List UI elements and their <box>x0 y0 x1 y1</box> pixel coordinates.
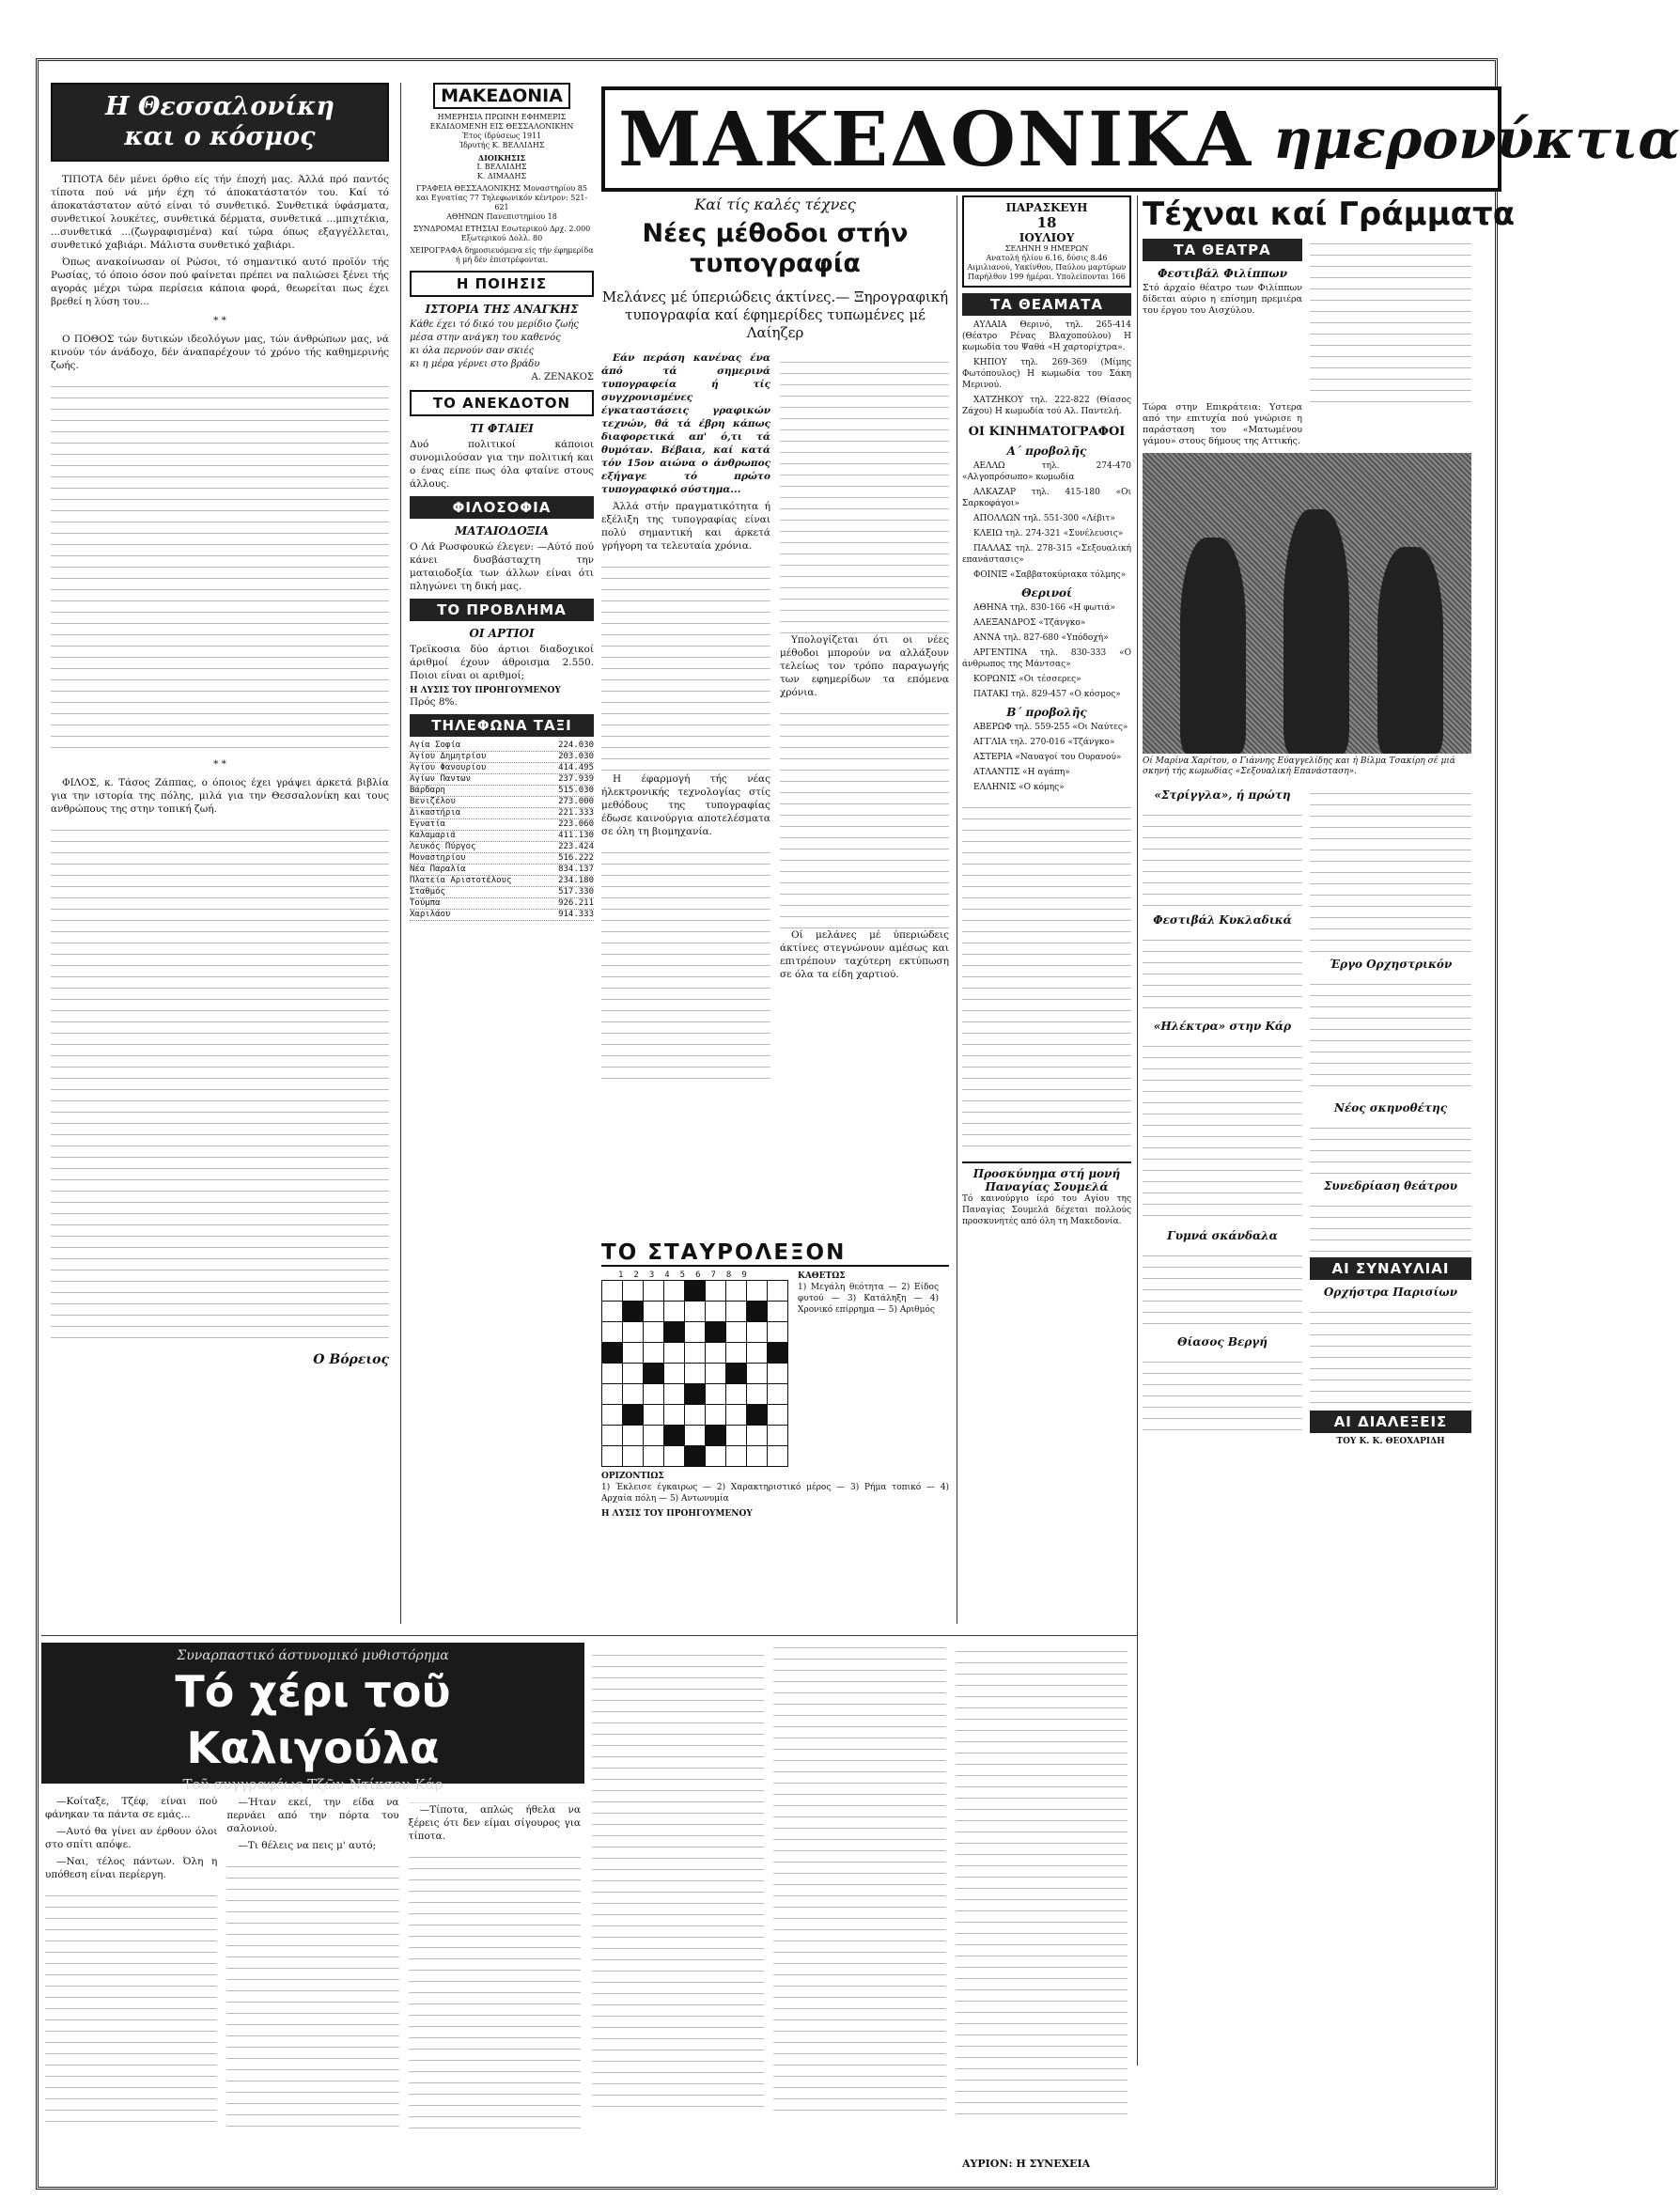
crossword-cell[interactable] <box>664 1322 685 1343</box>
calendar-sun: Ανατολή ήλίου 6.16, δύσις 8.46 <box>986 254 1108 262</box>
phone-number: 237.939 <box>558 774 594 784</box>
crossword-cell[interactable] <box>664 1426 685 1446</box>
crossword-title: ΤΟ ΣΤΑΥΡΟΛΕΞΟΝ <box>601 1240 949 1267</box>
typography-article <box>601 195 949 1624</box>
crossword-cell[interactable] <box>685 1302 706 1322</box>
crossword-cell[interactable] <box>747 1302 768 1322</box>
thessaloniki-paragraph: Ο ΠΟΘΟΣ τών δυτικών ιδεολόγων μας, τών άνθρώπων μας, νά κινούν τόν άνάδοχο, δέν άναπαρέχουν τό χρόνο τής καθημερινής ζωής. <box>51 334 389 371</box>
arts-subhead: «Στρίγγλα», ή πρώτη <box>1154 788 1291 802</box>
religion-body: Τό καινούργιο ίερό του Αγίου της Παναγίας Σουμελά δέχεται πολλούς προσκυνητές από όλη τη Μακεδονία. <box>962 1194 1131 1226</box>
crossword-cell[interactable] <box>664 1281 685 1302</box>
paper-wordmark: ΜΑΚΕΔΟΝΙΑ <box>433 83 570 109</box>
theatre-photo <box>1143 453 1471 754</box>
crossword-cell[interactable] <box>602 1384 623 1405</box>
crossword-cell[interactable] <box>685 1343 706 1364</box>
text-block-filler <box>1310 233 1471 402</box>
phones-section-title: ΤΗΛΕΦΩΝΑ ΤΑΞΙ <box>410 714 594 737</box>
phone-row <box>410 808 594 819</box>
serial-paragraph: —Ήταν εκεί, την είδα να περνάει από την πόρτα του σαλονιού. <box>226 1796 399 1834</box>
phone-row <box>410 831 594 842</box>
arts-subhead: Φεστιβάλ Κυκλαδικά <box>1153 913 1292 927</box>
article-paragraph: Εάν περάση κανένας ένα άπό τά σημερινά τυπογραφεία ή τίς συγχρονισμένες έγκαταστάσεις γραφικών τεχνών, θά τά έβρη κάπως διαφορετικά απ' ό,τι τά θυμόταν. Βέβαια, καί κατά τόν 15ον αιώνα ο άνθρωπος εξήγαγε τό πρώτο τυπογραφικό σύστημα... <box>601 352 770 495</box>
paper-founder: Ίδρυτής Κ. ΒΕΛΛΙΔΗΣ <box>459 141 545 149</box>
article-deck: Μελάνες μέ ύπεριώδεις άκτίνες.— Ξηρογραφική τυπογραφία καί έφημερίδες τυπωμένες μέ Λαίηζερ <box>601 288 949 341</box>
philosophy-section-title: ΦΙΛΟΣΟΦΙΑ <box>410 496 594 519</box>
cinema-entry: ΑΠΟΛΛΩΝ τηλ. 551-300 «Λέβιτ» <box>973 514 1115 523</box>
crossword-cell[interactable] <box>664 1446 685 1467</box>
crossword-cell[interactable] <box>623 1405 644 1426</box>
crossword-cell[interactable] <box>644 1384 664 1405</box>
crossword-cell[interactable] <box>768 1384 788 1405</box>
crossword-cell[interactable] <box>726 1302 747 1322</box>
text-block-filler <box>1310 974 1471 1096</box>
text-block-filler <box>601 842 770 1086</box>
calendar-box <box>962 195 1131 288</box>
article-paragraph: Οί μελάνες μέ ύπεριώδεις άκτίνες στεγνώνουν αμέσως και επιτρέπουν ταχύτερη εκτύπωση σε όλα τα είδη χαρτιού. <box>780 929 949 980</box>
phone-row <box>410 876 594 887</box>
arts-subhead: Νέος σκηνοθέτης <box>1333 1101 1448 1115</box>
crossword-cell[interactable] <box>664 1302 685 1322</box>
thessaloniki-title-box <box>51 83 389 162</box>
phone-row <box>410 898 594 910</box>
paragraph-separator: * * <box>213 315 226 326</box>
cinema-entry: ΕΛΛΗΝΙΣ «Ο κόμης» <box>973 783 1065 792</box>
crossword-cell[interactable] <box>726 1322 747 1343</box>
crossword-cell[interactable] <box>747 1405 768 1426</box>
crossword-cell[interactable] <box>747 1281 768 1302</box>
paper-athens: ΑΘΗΝΩΝ Πανεπιστημίου 18 <box>446 212 557 221</box>
phone-row <box>410 797 594 808</box>
text-block-filler <box>1143 804 1302 908</box>
crossword-cell[interactable] <box>644 1446 664 1467</box>
phone-row <box>410 763 594 774</box>
text-block-filler <box>1143 1245 1302 1330</box>
crossword-cell[interactable] <box>726 1281 747 1302</box>
crossword-across-label: ΟΡΙΖΟΝΤΙΩΣ <box>601 1472 664 1481</box>
arts-subhead: Γυμνά σκάνδαλα <box>1167 1229 1278 1242</box>
phone-row <box>410 819 594 831</box>
phone-row <box>410 752 594 763</box>
phone-number: 273.000 <box>558 797 594 806</box>
theatres-list <box>962 320 1131 417</box>
text-block-filler <box>1143 929 1302 1014</box>
phone-name: Καλαμαριά <box>410 831 456 840</box>
crossword-solution-label: Η ΛΥΣΙΣ ΤΟΥ ΠΡΟΗΓΟΥΜΕΝΟΥ <box>601 1509 753 1519</box>
crossword-cell[interactable] <box>664 1405 685 1426</box>
crossword-cell[interactable] <box>726 1364 747 1384</box>
crossword-cell[interactable] <box>706 1281 726 1302</box>
crossword-cell[interactable] <box>623 1343 644 1364</box>
cinema-list-summer <box>962 602 1131 700</box>
problem-section-title: ΤΟ ΠΡΟΒΛΗΜΑ <box>410 599 594 621</box>
crossword-cell[interactable] <box>706 1405 726 1426</box>
poetry-title: ΙΣΤΟΡΙΑ ΤΗΣ ΑΝΑΓΚΗΣ <box>425 303 579 316</box>
crossword-cell[interactable] <box>706 1343 726 1364</box>
paper-publisher: Ι. ΒΕΛΛΙΔΗΣ <box>476 163 527 171</box>
paper-manuscripts: ΧΕΙΡΟΓΡΑΦΑ δημοσιευόμενα είς τήν έφημερίδα ή μή δέν έπιστρέφονται. <box>410 246 594 264</box>
phone-name: Αγία Σοφία <box>410 740 461 750</box>
cinema-entry: ΦΟΙΝΙΞ «Σαββατοκύριακα τόλμης» <box>973 570 1127 580</box>
cinema-entry: ΑΕΛΛΩ τηλ. 274-470 «Αλγοπρόσωπο» κωμωδία <box>962 461 1131 482</box>
cinema-entry: ΑΤΛΑΝΤΙΣ «Η αγάπη» <box>973 768 1070 777</box>
crossword-cell[interactable] <box>602 1446 623 1467</box>
crossword-cell[interactable] <box>664 1364 685 1384</box>
masthead-sub: ημερονύκτια <box>1273 107 1680 171</box>
cinema-entry: ΑΒΕΡΩΦ τηλ. 559-255 «Οι Ναύτες» <box>973 723 1128 732</box>
masthead <box>601 86 1680 192</box>
text-block-filler <box>51 819 389 1346</box>
text-block-filler <box>1310 1195 1471 1252</box>
serial-banner <box>41 1643 584 1793</box>
crossword-cell[interactable] <box>706 1364 726 1384</box>
crossword-cell[interactable] <box>768 1322 788 1343</box>
crossword-cell[interactable] <box>664 1384 685 1405</box>
serial-paragraph: —Αυτό θα γίνει αν έρθουν όλοι στο σπίτι απόψε. <box>45 1826 218 1850</box>
column-rule <box>1137 195 1138 2065</box>
arts-section-title: Τέχναι καί Γράμματα <box>1143 195 1516 233</box>
phone-name: Βάρδαρη <box>410 786 445 795</box>
cinema-entry: ΑΝΝΑ τηλ. 827-680 «Υπόδοχή» <box>973 633 1109 643</box>
serial-paragraph: —Ναι, τέλος πάντων. Όλη η υπόθεση είναι περίεργη. <box>45 1856 218 1880</box>
cinemas-title: ΟΙ ΚΙΝΗΜΑΤΟΓΡΑΦΟΙ <box>968 425 1126 439</box>
calendar-saints: Αιμιλιανού, Υακίνθου, Παύλου μαρτύρων <box>967 263 1127 272</box>
phone-number: 517.330 <box>558 887 594 896</box>
crossword-cell[interactable] <box>685 1446 706 1467</box>
calendar-days: Παρήλθον 199 ήμέραι. Υπολείπονται 166 <box>968 273 1126 281</box>
serial-title: Τό χέρι τοῦ Καλιγούλα <box>175 1666 451 1773</box>
cinema-entry: ΑΣΤΕΡΙΑ «Ναυαγοί του Ουρανού» <box>973 753 1122 762</box>
crossword-cell[interactable] <box>747 1426 768 1446</box>
article-paragraph: Άλλά στήν πραγματικότητα ή εξέλιξη της τυπογραφίας είναι πολύ σημαντική και άρκετά γρήγορη τα τελευταία χρόνια. <box>601 501 770 552</box>
text-block-filler <box>1143 1351 1302 1436</box>
poetry-line: κι η μέρα γέρνει στο βράδυ <box>410 359 540 369</box>
cinema-entry: ΑΘΗΝΑ τηλ. 830-166 «Η φωτιά» <box>973 603 1115 613</box>
crossword-cell[interactable] <box>726 1343 747 1364</box>
calendar-moon: ΣΕΛΗΝΗ 9 ΗΜΕΡΩΝ <box>1004 244 1089 253</box>
crossword-cell[interactable] <box>685 1384 706 1405</box>
article-columns <box>601 351 949 1086</box>
crossword-cell[interactable] <box>747 1322 768 1343</box>
article-paragraph: Η έφαρμογή τής νέας ήλεκτρονικής τεχνολογίας στίς μεθόδους της τυπογραφίας έδωσε καινούργια αποτελέσματα σε όλη τη βιομηχανία. <box>601 773 770 837</box>
paper-foundation: Έτος ίδρύσεως 1911 <box>461 132 542 140</box>
crossword-cell[interactable] <box>685 1322 706 1343</box>
crossword-cell[interactable] <box>706 1384 726 1405</box>
crossword-cell[interactable] <box>747 1384 768 1405</box>
crossword-grid[interactable] <box>601 1280 788 1467</box>
crossword-across: 1) Έκλεισε έγκαιρως — 2) Χαρακτηριστικό μέρος — 3) Ρήμα τοπικό — 4) Αρχαία πόλη — 5) Αντωνυμία <box>601 1483 949 1504</box>
crossword-cell[interactable] <box>623 1302 644 1322</box>
cinema-list-second <box>962 722 1131 793</box>
crossword-cell[interactable] <box>768 1364 788 1384</box>
calendar-month: ΙΟΥΛΙΟΥ <box>1019 231 1075 244</box>
cinema-entry: ΠΑΤΑΚΙ τηλ. 829-457 «Ο κόσμος» <box>973 690 1121 699</box>
thessaloniki-paragraph: ΦΙΛΟΣ, κ. Τάσος Ζάππας, ο όποιος έχει γράψει άρκετά βιβλία για την ιστορία της πόλης, μιλά για την Θεσσαλονίκη και τους ανθρώπους της στην τοπική ζωή. <box>51 777 389 815</box>
article-headline: Νέες μέθοδοι στήν τυπογραφία <box>642 219 909 278</box>
philosophy-body: Ο Λά Ρωσφουκώ έλεγεν: —Αύτό πού κάνει δυσβάσταχτη την ματαιοδοξία των άλλων είναι ότι πληγώνει τη δική μας. <box>410 541 594 592</box>
crossword-cell[interactable] <box>623 1384 644 1405</box>
text-block-filler <box>409 1847 581 2128</box>
phone-number: 223.424 <box>558 842 594 851</box>
crossword-cell[interactable] <box>768 1302 788 1322</box>
text-block-filler <box>592 1645 1128 2114</box>
phone-number: 515.030 <box>558 786 594 795</box>
column-rule <box>400 83 401 1624</box>
calendar-weekday: ΠΑΡΑΣΚΕΥΗ <box>1005 201 1088 214</box>
arts-subhead: Θίασος Βεργή <box>1177 1335 1268 1348</box>
thessaloniki-title: Η Θεσσαλονίκη και ο κόσμος <box>104 92 335 151</box>
phone-row <box>410 910 594 921</box>
masthead-main: ΜΑΚΕΔΟΝΙΚΑ <box>618 95 1253 183</box>
poetry-author: Α. ΖΕΝΑΚΟΣ <box>531 372 594 382</box>
cinema-list-first <box>962 460 1131 581</box>
religion-title: Προσκύνημα στή μονή Παναγίας Σουμελά <box>962 1161 1131 1193</box>
paper-details <box>410 113 594 265</box>
phone-row <box>410 786 594 797</box>
thessaloniki-signature: Ο Βόρειος <box>313 1352 389 1367</box>
serial-continued: ΑΥΡΙΟΝ: Η ΣΥΝΕΧΕΙΑ <box>962 2158 1091 2170</box>
thessaloniki-paragraph: ΤΙΠΟΤΑ δέν μένει όρθιο είς τήν έποχή μας. Άλλά πρό παντός τίποτα πού νά μήν έχη τό άποκατάστατόν του. Καί τό άποκατάστατον αύτό είναι τό συνθετικό. Συνθετικά ύφάσματα, συνθετικοί λουκέτες, συνθετικά δέρματα, συνθετικά ...μπιχτέκια, ...συνθετικά ...(ζωγραφισμένα) καί τώρα όπως εξαγγέλλεται, συνθετικό χαβιάρι. Μάλιστα συνθετικό χαβιάρι. <box>51 174 389 251</box>
phone-number: 221.333 <box>558 808 594 818</box>
theatre-entry: ΚΗΠΟΥ τηλ. 269-369 (Μίμης Φωτόπουλος) Η κωμωδία του Σάκη Μερινού. <box>962 358 1131 390</box>
crossword-cell[interactable] <box>644 1322 664 1343</box>
phone-row <box>410 774 594 786</box>
phone-number: 914.333 <box>558 910 594 919</box>
cinema-entry: ΑΛΚΑΖΑΡ τηλ. 415-180 «Οι Σαρκοφάγοι» <box>962 488 1131 508</box>
phone-name: Χαριλάου <box>410 910 451 919</box>
crossword-down-label: ΚΑΘΕΤΩΣ <box>798 1271 846 1281</box>
cinema-entry: ΑΡΓΕΝΤΙΝΑ τηλ. 830-333 «Ο άνθρωπος της Μάντσας» <box>962 648 1131 669</box>
paper-director: Κ. ΔΙΜΑΔΗΣ <box>476 172 527 180</box>
lectures-title: ΑΙ ΔΙΑΛΕΞΕΙΣ <box>1310 1411 1471 1433</box>
spectacles-section-title: ΤΑ ΘΕΑΜΑΤΑ <box>962 293 1131 316</box>
crossword-cell[interactable] <box>706 1322 726 1343</box>
crossword-cell[interactable] <box>644 1426 664 1446</box>
phone-number: 223.060 <box>558 819 594 829</box>
actor-figure <box>1283 509 1349 754</box>
phone-name: Βενιζέλου <box>410 797 456 806</box>
paper-subtitle: ΗΜΕΡΗΣΙΑ ΠΡΩΙΝΗ ΕΦΗΜΕΡΙΣ ΕΚΔΙΔΟΜΕΝΗ ΕΙΣ ΘΕΣΣΑΛΟΝΙΚΗΝ <box>429 113 574 131</box>
crossword-cell[interactable] <box>602 1343 623 1364</box>
text-block-filler <box>1310 783 1471 952</box>
theatre-entry: ΧΑΤΖΗΚΟΥ τηλ. 222-822 (Θίασος Ζάχου) Η κωμωδία τού Αλ. Παντελή. <box>962 396 1131 416</box>
concerts-title: ΑΙ ΣΥΝΑΥΛΙΑΙ <box>1310 1257 1471 1280</box>
phone-number: 926.211 <box>558 898 594 908</box>
crossword-cell[interactable] <box>768 1405 788 1426</box>
crossword-cell[interactable] <box>747 1343 768 1364</box>
crossword-cell[interactable] <box>664 1343 685 1364</box>
phone-number: 203.030 <box>558 752 594 761</box>
text-block-filler <box>1143 1036 1302 1224</box>
crossword-cell[interactable] <box>747 1446 768 1467</box>
article-kicker: Καί τίς καλές τέχνες <box>694 195 856 213</box>
phone-number: 516.222 <box>558 853 594 863</box>
serial-body-continued <box>592 1645 1128 2171</box>
arts-letters-column <box>1143 195 1516 2169</box>
problem-title: ΟΙ ΑΡΤΙΟΙ <box>469 627 535 640</box>
phone-number: 414.495 <box>558 763 594 772</box>
article-paragraph: Υπολογίζεται ότι οι νέες μέθοδοι μπορούν να αλλάξουν τελείως τον τρόπο παραγωγής των εφημερίδων τα επόμενα χρόνια. <box>780 634 949 698</box>
crossword-cell[interactable] <box>726 1384 747 1405</box>
thessaloniki-body <box>51 173 389 1366</box>
section-rule <box>41 1635 1137 1636</box>
anecdote-title: ΤΙ ΦΤΑΙΕΙ <box>470 422 534 435</box>
crossword-cell[interactable] <box>623 1322 644 1343</box>
poetry-body <box>410 319 594 384</box>
cinemas-second-run: Β΄ προβολῆς <box>1006 706 1087 719</box>
crossword-cell[interactable] <box>602 1405 623 1426</box>
crossword-cell[interactable] <box>623 1281 644 1302</box>
phone-row <box>410 740 594 752</box>
phone-name: Σταθμός <box>410 887 445 896</box>
phone-name: Αγίου Φανουρίου <box>410 763 487 772</box>
text-block-filler <box>1310 1117 1471 1174</box>
thessaloniki-paragraph: Όπως ανακοίνωσαν οί Ρώσοι, τό σημαντικό αυτό προϊόν τής Ρωσίας, τό όποιο όσον πού φαίνεται πρέπει να παλιώσει ξένει τής αγοράς μέχρι τώρα περίσεια κάποια φορά, θεωρείται πως έχει βρεθεί η λύση του... <box>51 257 389 307</box>
phone-row <box>410 842 594 853</box>
phone-number: 234.180 <box>558 876 594 885</box>
phone-name: Λευκός Πύργος <box>410 842 476 851</box>
poetry-line: Κάθε έχει τό δικό του μερίδιο ζωής <box>410 320 579 330</box>
phone-name: Νέα Παραλία <box>410 865 466 874</box>
actor-figure <box>1377 547 1443 754</box>
problem-prev-label: Η ΛΥΣΙΣ ΤΟΥ ΠΡΟΗΓΟΥΜΕΝΟΥ <box>410 686 561 695</box>
text-block-filler <box>51 376 389 752</box>
paper-info-column <box>410 83 594 1624</box>
calendar-day: 18 <box>1036 214 1057 231</box>
phone-name: Πλατεία Αριστοτέλους <box>410 876 512 885</box>
text-block-filler <box>962 797 1131 1154</box>
cinema-entry: ΑΛΕΞΑΝΔΡΟΣ «Τζάνγκο» <box>973 618 1086 628</box>
lectures-by: ΤΟΥ Κ. Κ. ΘΕΟΧΑΡΙΔΗ <box>1336 1437 1445 1446</box>
article-column <box>780 351 949 1086</box>
anecdote-body: Δυό πολιτικοί κάποιοι συνομιλούσαν για την πολιτική και ο ένας είπε πως όλα φταίνε στους άλλους. <box>410 439 594 490</box>
phones-list <box>410 740 594 921</box>
crossword-digits: 123456789 <box>618 1270 757 1280</box>
crossword-cell[interactable] <box>726 1426 747 1446</box>
arts-body: Τώρα στην Επικράτεια: Υστερα από την επιτυχία πού γνώρισε η παράσταση του «Ματωμένου γάμου» στους δήμους της Αττικής. <box>1143 402 1302 446</box>
crossword-cell[interactable] <box>623 1364 644 1384</box>
crossword-cell[interactable] <box>623 1426 644 1446</box>
philosophy-title: ΜΑΤΑΙΟΔΟΞΙΑ <box>454 524 550 538</box>
crossword-cell[interactable] <box>644 1302 664 1322</box>
phone-row <box>410 853 594 865</box>
crossword-cell[interactable] <box>602 1302 623 1322</box>
phone-name: Αγίων Παντων <box>410 774 472 784</box>
problem-body: Τρεϊκοσια δύο άρτιοι διαδοχικοί άριθμοί έχουν άθροισμα 2.550. Ποιοι είναι οι αριθμοί; <box>410 644 594 681</box>
poetry-line: μέσα στην ανάγκη του καθενός <box>410 333 561 343</box>
crossword-cell[interactable] <box>644 1281 664 1302</box>
crossword-cell[interactable] <box>768 1446 788 1467</box>
phone-name: Αγίου Δημητρίου <box>410 752 487 761</box>
phone-name: Εγνατία <box>410 819 445 829</box>
crossword-cell[interactable] <box>602 1364 623 1384</box>
crossword-cell[interactable] <box>685 1426 706 1446</box>
arts-subhead: «Ηλέκτρα» στην Κάρ <box>1153 1020 1292 1033</box>
text-block-filler <box>601 556 770 772</box>
crossword-cell[interactable] <box>685 1405 706 1426</box>
crossword-cell[interactable] <box>726 1446 747 1467</box>
text-block-filler <box>780 703 949 928</box>
phone-number: 224.030 <box>558 740 594 750</box>
arts-subhead: Έργο Ορχηστρικόν <box>1329 958 1453 971</box>
phone-name: Τούμπα <box>410 898 441 908</box>
theatres-box-title: ΤΑ ΘΕΑΤΡΑ <box>1143 239 1302 261</box>
crossword-cell[interactable] <box>768 1281 788 1302</box>
cinemas-first-run: Α΄ προβολῆς <box>1006 444 1087 458</box>
thessaloniki-column <box>51 83 389 1624</box>
crossword-cell[interactable] <box>602 1426 623 1446</box>
arts-body: Στό άρχαίο θέατρο των Φιλίππων δίδεται αύριο η επίσημη πρεμιέρα του έργου του Αισχύλου. <box>1143 283 1302 316</box>
crossword-cell[interactable] <box>602 1322 623 1343</box>
phone-number: 834.137 <box>558 865 594 874</box>
crossword-cell[interactable] <box>685 1364 706 1384</box>
crossword-cell[interactable] <box>768 1343 788 1364</box>
anecdote-section-title: ΤΟ ΑΝΕΚΔΟΤΟΝ <box>410 390 594 416</box>
serial-kicker: Συναρπαστικό άστυνομικό μυθιστόρημα <box>177 1648 449 1663</box>
paper-subscription: ΣΥΝΔΡΟΜΑΙ ΕΤΗΣΙΑΙ Εσωτερικού Δρχ. 2.000 Εξωτερικού Δολλ. 80 <box>412 225 591 242</box>
problem-prev-answer: Πρός 8%. <box>410 696 458 708</box>
serial-author: Τοῦ συγγραφέως Τζῶν Ντίκσον Κάρ <box>182 1776 443 1793</box>
poetry-section-title: Η ΠΟΙΗΣΙΣ <box>410 271 594 297</box>
serial-paragraph: —Τι θέλεις να πεις μ' αυτό; <box>238 1839 377 1851</box>
phone-name: Μοναστηρίου <box>410 853 466 863</box>
phone-number: 411.130 <box>558 831 594 840</box>
paragraph-separator: * * <box>213 758 226 770</box>
text-block-filler <box>780 351 949 633</box>
festival-subhead: Φεστιβάλ Φιλίππων <box>1157 267 1288 280</box>
cinema-entry: ΚΟΡΩΝΙΣ «Οι τέσσερες» <box>973 675 1081 684</box>
cinema-entry: ΠΑΛΛΑΣ τηλ. 278-315 «Σεξουαλική επανάστασις» <box>962 544 1131 565</box>
serial-paragraph: —Τίποτα, απλώς ήθελα να ξέρεις ότι δεν είμαι σίγουρος για τίποτα. <box>408 1804 581 1843</box>
crossword-cell[interactable] <box>706 1302 726 1322</box>
crossword-cell[interactable] <box>726 1405 747 1426</box>
concerts-subhead: Ορχήστρα Παρισίων <box>1323 1286 1458 1299</box>
cinema-entry: ΚΛΕΙΩ τηλ. 274-321 «Συνέλευσις» <box>973 529 1124 538</box>
crossword-cell[interactable] <box>685 1281 706 1302</box>
paper-offices: ΓΡΑΦΕΙΑ ΘΕΣΣΑΛΟΝΙΚΗΣ Μοναστηρίου 85 και Εγνατίας 77 Τηλεφωνικόν κέντρον: 521-621 <box>415 184 588 211</box>
photo-caption: Οί Μαρίνα Χαρίτου, ο Γιάννης Εύαγγελίδης και ή Βίλμα Τσακίρη σέ μιά σκηνή τής κωμωδίας «Σεξουαλική Επανάσταση». <box>1143 756 1455 776</box>
serial-body <box>45 1795 581 2171</box>
poetry-line: κι όλα περνούν σαν σκιές <box>410 346 535 356</box>
phone-row <box>410 887 594 898</box>
arts-subhead: Συνεδρίαση θεάτρου <box>1323 1179 1458 1193</box>
crossword-cell[interactable] <box>644 1343 664 1364</box>
crossword-cell[interactable] <box>602 1281 623 1302</box>
crossword-cell[interactable] <box>706 1446 726 1467</box>
article-column <box>601 351 770 1086</box>
cinema-entry: ΑΓΓΛΙΑ τηλ. 270-016 «Τζάνγκο» <box>973 738 1115 747</box>
crossword-cell[interactable] <box>747 1364 768 1384</box>
crossword-cell[interactable] <box>623 1446 644 1467</box>
crossword-cell[interactable] <box>644 1364 664 1384</box>
phone-row <box>410 865 594 876</box>
crossword-cell[interactable] <box>644 1405 664 1426</box>
phone-name: Δικαστήρια <box>410 808 461 818</box>
crossword-cell[interactable] <box>768 1426 788 1446</box>
crossword-down: 1) Μεγάλη θεότητα — 2) Είδος φυτού — 3) Κατάληξη — 4) Χρονικό επίρρημα — 5) Αριθμός <box>798 1283 939 1315</box>
text-block-filler <box>1310 1302 1471 1405</box>
serial-paragraph: —Κοίταξε, Τζέφ, είναι πού φάνηκαν τα πάντα σε εμάς... <box>45 1796 218 1820</box>
theatre-entry: ΑΥΛΑΙΑ Θερινό, τηλ. 265-414 (Θέατρο Ρένας Βλαχοπούλου) Η κωμωδία του Ψαθά «Η χαρτορίχτρα». <box>962 320 1131 352</box>
cinemas-summer: Θερινοί <box>1021 586 1072 600</box>
paper-management: ΔΙΟΙΚΗΣΙΣ <box>477 153 526 163</box>
crossword-cell[interactable] <box>706 1426 726 1446</box>
actor-figure <box>1180 538 1246 754</box>
crossword <box>601 1240 949 1520</box>
